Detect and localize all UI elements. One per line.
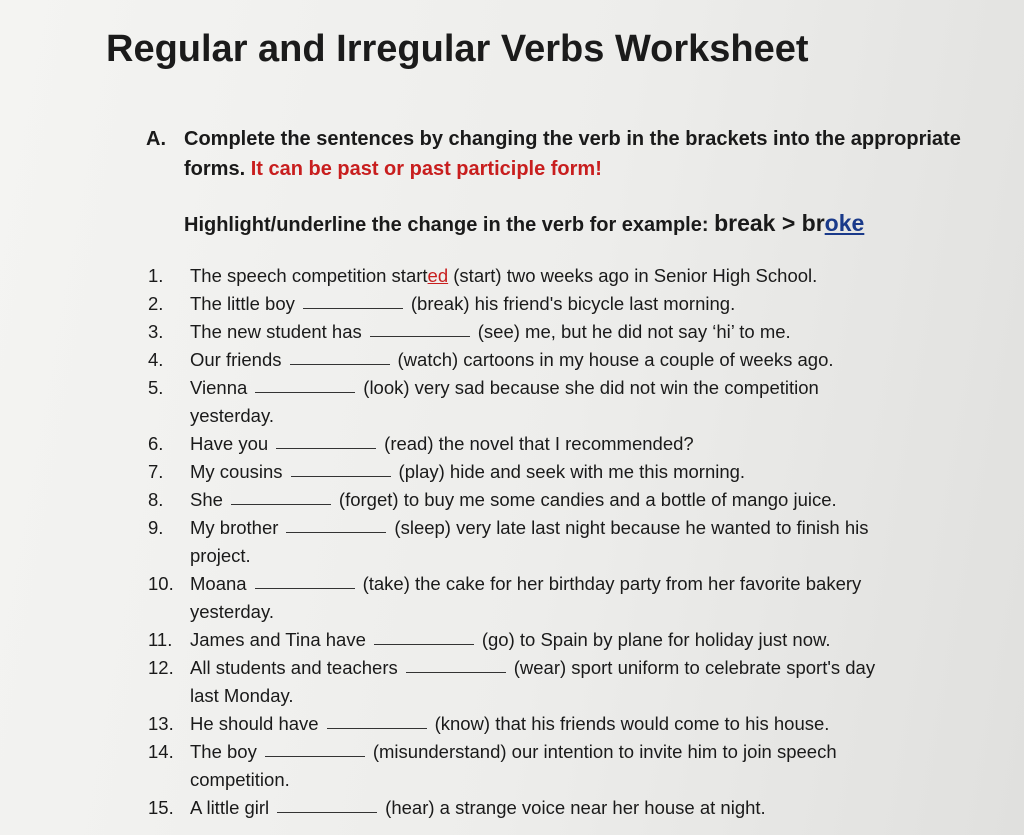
exercise-item bbox=[148, 570, 978, 598]
answer-blank[interactable] bbox=[290, 350, 390, 365]
sentence-start: My brother bbox=[190, 517, 279, 538]
item-number: 8. bbox=[148, 489, 164, 510]
sentence-start: The little boy bbox=[190, 293, 295, 314]
item-number: 1. bbox=[148, 265, 164, 286]
answer-blank[interactable] bbox=[277, 798, 377, 813]
item-number: 10. bbox=[148, 573, 174, 594]
sentence-continuation: last Monday. bbox=[190, 685, 294, 706]
answer-blank[interactable] bbox=[291, 462, 391, 477]
example-word bbox=[714, 210, 864, 236]
sentence-start: Have you bbox=[190, 433, 269, 454]
sentence-end: (forget) to buy me some candies and a bottle of mango juice. bbox=[338, 489, 837, 510]
item-number: 11. bbox=[148, 629, 173, 650]
item-number: 13. bbox=[148, 713, 174, 734]
sentence-end: (know) that his friends would come to his house. bbox=[434, 713, 830, 734]
item-number: 5. bbox=[148, 377, 164, 398]
answer-blank[interactable] bbox=[265, 742, 365, 757]
section-letter: A. bbox=[146, 128, 166, 150]
sentence-end: (wear) sport uniform to celebrate sport's day bbox=[513, 657, 876, 678]
item-number: 7. bbox=[148, 461, 164, 482]
item-number: 9. bbox=[148, 517, 164, 538]
section-a-instructions bbox=[146, 124, 966, 184]
sentence-start: All students and teachers bbox=[190, 657, 398, 678]
sentence-end: (see) me, but he did not say ‘hi’ to me. bbox=[477, 321, 791, 342]
exercise-item bbox=[148, 654, 978, 682]
highlight-text: Highlight/underline the change in the verb for example: bbox=[184, 214, 709, 236]
item-number: 2. bbox=[148, 293, 164, 314]
sentence-end: (go) to Spain by plane for holiday just now. bbox=[481, 629, 831, 650]
answer-blank[interactable] bbox=[276, 434, 376, 449]
exercise-item bbox=[148, 486, 978, 514]
instruction-text: Complete the sentences by changing the verb in the brackets into the appropriate forms. bbox=[184, 128, 961, 180]
sentence-start: The new student has bbox=[190, 321, 362, 342]
sentence-start: Moana bbox=[190, 573, 247, 594]
exercise-item bbox=[148, 430, 978, 458]
sentence-end: (read) the novel that I recommended? bbox=[384, 433, 694, 454]
item-number: 6. bbox=[148, 433, 164, 454]
exercise-item bbox=[148, 262, 978, 290]
exercise-list bbox=[148, 262, 978, 822]
answer-blank[interactable] bbox=[286, 518, 386, 533]
exercise-item bbox=[148, 514, 978, 542]
exercise-item-continuation bbox=[148, 542, 978, 570]
item-number: 4. bbox=[148, 349, 164, 370]
example-base: break > br bbox=[714, 210, 825, 236]
sentence-end: (break) his friend's bicycle last morning. bbox=[410, 293, 736, 314]
example-changed: oke bbox=[824, 210, 865, 236]
sentence-start: The boy bbox=[190, 741, 257, 762]
exercise-item-continuation bbox=[148, 598, 978, 626]
sentence-end: (play) hide and seek with me this morning. bbox=[398, 461, 746, 482]
item-number: 12. bbox=[148, 657, 174, 678]
page-title: Regular and Irregular Verbs Worksheet bbox=[106, 28, 809, 70]
exercise-item bbox=[148, 458, 978, 486]
answer-blank[interactable] bbox=[255, 378, 355, 393]
item-number: 15. bbox=[148, 797, 174, 818]
sentence-start: Our friends bbox=[190, 349, 282, 370]
answer-blank[interactable] bbox=[374, 630, 474, 645]
example-changed-suffix: ed bbox=[427, 265, 449, 286]
sentence-start: The speech competition start bbox=[190, 265, 428, 286]
exercise-item bbox=[148, 374, 978, 402]
highlight-instruction bbox=[184, 210, 864, 237]
section-a-body bbox=[184, 124, 966, 184]
sentence-continuation: yesterday. bbox=[190, 405, 274, 426]
sentence-start: A little girl bbox=[190, 797, 270, 818]
exercise-item-continuation bbox=[148, 682, 978, 710]
exercise-item bbox=[148, 346, 978, 374]
sentence-continuation: project. bbox=[190, 545, 251, 566]
instruction-red-text: It can be past or past participle form! bbox=[250, 158, 602, 180]
answer-blank[interactable] bbox=[327, 714, 427, 729]
sentence-continuation: yesterday. bbox=[190, 601, 274, 622]
exercise-item bbox=[148, 626, 978, 654]
sentence-end: (watch) cartoons in my house a couple of weeks ago. bbox=[397, 349, 834, 370]
exercise-item-continuation bbox=[148, 766, 978, 794]
sentence-end: (hear) a strange voice near her house at night. bbox=[385, 797, 766, 818]
sentence-start: Vienna bbox=[190, 377, 248, 398]
sentence-start: James and Tina have bbox=[190, 629, 366, 650]
answer-blank[interactable] bbox=[231, 490, 331, 505]
exercise-item bbox=[148, 318, 978, 346]
sentence-end: (look) very sad because she did not win the competition bbox=[363, 377, 819, 398]
item-number: 3. bbox=[148, 321, 164, 342]
exercise-item bbox=[148, 710, 978, 738]
sentence-end: (misunderstand) our intention to invite him to join speech bbox=[372, 741, 837, 762]
answer-blank[interactable] bbox=[406, 658, 506, 673]
sentence-end: (sleep) very late last night because he wanted to finish his bbox=[394, 517, 869, 538]
sentence-start: He should have bbox=[190, 713, 319, 734]
exercise-item-continuation bbox=[148, 402, 978, 430]
exercise-item bbox=[148, 738, 978, 766]
answer-blank[interactable] bbox=[370, 322, 470, 337]
sentence-start: She bbox=[190, 489, 223, 510]
answer-blank[interactable] bbox=[255, 574, 355, 589]
item-number: 14. bbox=[148, 741, 174, 762]
exercise-item bbox=[148, 794, 978, 822]
sentence-end: (start) two weeks ago in Senior High School. bbox=[448, 265, 818, 286]
sentence-start: My cousins bbox=[190, 461, 283, 482]
sentence-end: (take) the cake for her birthday party from her favorite bakery bbox=[362, 573, 862, 594]
exercise-item bbox=[148, 290, 978, 318]
sentence-continuation: competition. bbox=[190, 769, 290, 790]
answer-blank[interactable] bbox=[303, 294, 403, 309]
